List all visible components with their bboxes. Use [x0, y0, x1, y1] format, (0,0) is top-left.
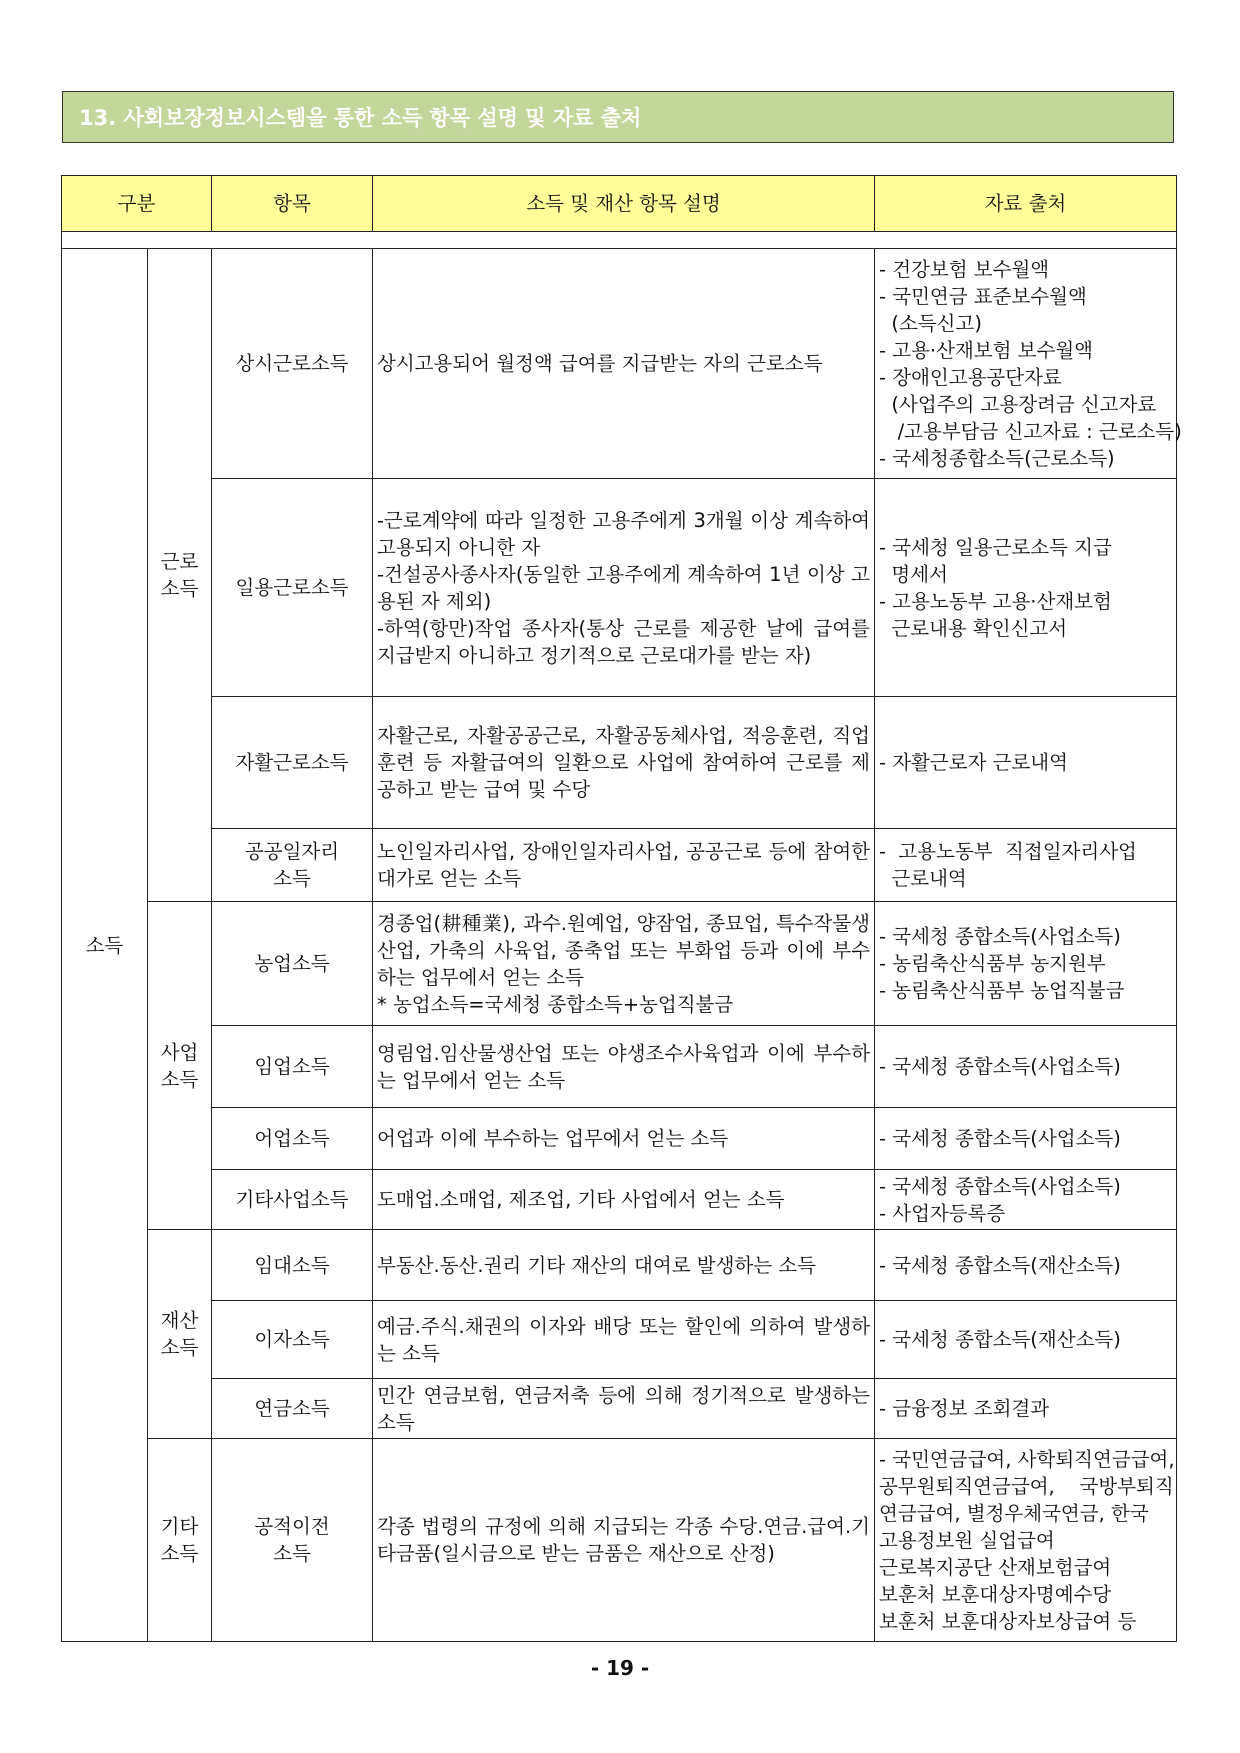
item-cell: 공적이전 소득	[212, 1439, 373, 1642]
table-row	[62, 1439, 1177, 1642]
item-cell: 연금소득	[212, 1379, 373, 1439]
source-line: - 자활근로자 근로내역	[879, 751, 1068, 774]
source-line: - 국민연금급여, 사학퇴직연금급여,	[879, 1447, 1175, 1471]
item-cell: 자활근로소득	[212, 697, 373, 829]
desc-cell: 자활근로, 자활공공근로, 자활공동체사업, 적응훈련, 직업훈련 등 자활급여의 일환으로 사업에 참여하여 근로를 제공하고 받는 급여 및 수당	[373, 697, 875, 829]
source-cell	[875, 902, 1177, 1026]
category-income: 소득	[62, 249, 148, 1642]
source-cell	[875, 697, 1177, 829]
desc-cell: 민간 연금보험, 연금저축 등에 의해 정기적으로 발생하는 소득	[373, 1379, 875, 1439]
desc-line: -하역(항만)작업 종사자(통상 근로를 제공한 날에 급여를 지급받지 아니하고 정기적으로 근로대가를 받는 자)	[377, 616, 870, 667]
item-cell: 임대소득	[212, 1230, 373, 1301]
group-other: 기타 소득	[148, 1439, 212, 1642]
page-number: - 19 -	[590, 1656, 650, 1680]
group-business: 사업 소득	[148, 902, 212, 1230]
header-source: 자료 출처	[875, 176, 1177, 232]
source-line: - 국세청 종합소득(재산소득)	[879, 1328, 1121, 1351]
group-labor: 근로 소득	[148, 249, 212, 902]
table-row	[62, 249, 1177, 479]
source-line: - 국세청 종합소득(사업소득)	[879, 925, 1121, 948]
source-cell	[875, 1026, 1177, 1108]
group-property: 재산 소득	[148, 1230, 212, 1439]
source-line: /고용부담금 신고자료 : 근로소득)	[879, 419, 1182, 443]
source-line: - 농림축산식품부 농업직불금	[879, 979, 1125, 1002]
source-line: - 농림축산식품부 농지원부	[879, 952, 1106, 975]
income-source-table	[61, 175, 1182, 1642]
source-cell	[875, 1439, 1177, 1642]
source-line: - 사업자등록증	[879, 1201, 1006, 1225]
section-title: 13. 사회보장정보시스템을 통한 소득 항목 설명 및 자료 출처	[62, 91, 1174, 143]
source-line: - 장애인고용공단자료	[879, 365, 1062, 389]
spacer-row	[62, 232, 1177, 249]
table-header-row	[62, 176, 1177, 232]
source-cell	[875, 1379, 1177, 1439]
desc-line: -건설공사종사자(동일한 고용주에게 계속하여 1년 이상 고용된 자 제외)	[377, 562, 870, 613]
source-line: - 국민연금 표준보수월액	[879, 284, 1087, 308]
source-line: - 건강보험 보수월액	[879, 257, 1050, 281]
desc-cell: 상시고용되어 월정액 급여를 지급받는 자의 근로소득	[373, 249, 875, 479]
source-line: (사업주의 고용장려금 신고자료	[879, 392, 1157, 416]
source-line: 보훈처 보훈대상자명예수당	[879, 1582, 1112, 1606]
item-cell: 어업소득	[212, 1108, 373, 1170]
item-cell: 공공일자리 소득	[212, 829, 373, 902]
source-line: - 고용노동부 고용·산재보험	[879, 589, 1112, 613]
desc-cell: 도매업.소매업, 제조업, 기타 사업에서 얻는 소득	[373, 1170, 875, 1230]
desc-cell: 예금.주식.채권의 이자와 배당 또는 할인에 의하여 발생하는 소득	[373, 1301, 875, 1379]
source-cell	[875, 829, 1177, 902]
source-line: - 금융정보 조회결과	[879, 1397, 1050, 1420]
desc-cell: 어업과 이에 부수하는 업무에서 얻는 소득	[373, 1108, 875, 1170]
source-cell	[875, 1301, 1177, 1379]
source-line: - 고용·산재보험 보수월액	[879, 338, 1094, 362]
source-line: 근로내용 확인신고서	[879, 616, 1068, 640]
desc-cell: 영림업.임산물생산업 또는 야생조수사육업과 이에 부수하는 업무에서 얻는 소득	[373, 1026, 875, 1108]
source-cell	[875, 1108, 1177, 1170]
item-cell: 농업소득	[212, 902, 373, 1026]
source-line: - 국세청 종합소득(사업소득)	[879, 1174, 1121, 1198]
table-row	[62, 479, 1177, 697]
item-cell: 이자소득	[212, 1301, 373, 1379]
table-row	[62, 902, 1177, 1026]
source-line: 고용정보원 실업급여	[879, 1528, 1055, 1552]
desc-line: * 농업소득=국세청 종합소득+농업직불금	[377, 992, 734, 1016]
desc-cell	[373, 479, 875, 697]
source-cell	[875, 249, 1182, 479]
source-line: 연금급여, 별정우체국연금, 한국	[879, 1501, 1149, 1525]
table-row	[62, 1108, 1177, 1170]
source-line: - 국세청종합소득(근로소득)	[879, 446, 1115, 470]
header-description: 소득 및 재산 항목 설명	[373, 176, 875, 232]
item-cell: 상시근로소득	[212, 249, 373, 479]
source-line: 명세서	[879, 562, 948, 586]
desc-line: -근로계약에 따라 일정한 고용주에게 3개월 이상 계속하여 고용되지 아니한 자	[377, 508, 870, 559]
source-line: - 국세청 종합소득(사업소득)	[879, 1127, 1121, 1150]
table-row	[62, 1170, 1177, 1230]
source-line: 공무원퇴직연금급여, 국방부퇴직	[879, 1474, 1174, 1498]
source-line: - 국세청 일용근로소득 지급	[879, 535, 1112, 559]
desc-cell: 각종 법령의 규정에 의해 지급되는 각종 수당.연금.급여.기타금품(일시금으로 받는 금품은 재산으로 산정)	[373, 1439, 875, 1642]
source-line: - 고용노동부 직접일자리사업	[879, 840, 1137, 863]
source-cell	[875, 479, 1177, 697]
source-line: 보훈처 보훈대상자보상급여 등	[879, 1609, 1137, 1633]
table-row	[62, 697, 1177, 829]
table-row	[62, 829, 1177, 902]
source-line: (소득신고)	[879, 311, 982, 335]
table-row	[62, 1230, 1177, 1301]
item-cell: 임업소득	[212, 1026, 373, 1108]
desc-line: 경종업(耕種業), 과수.원예업, 양잠업, 종묘업, 특수작물생산업, 가축의 사육업, 종축업 또는 부화업 등과 이에 부수하는 업무에서 얻는 소득	[377, 911, 870, 989]
header-item: 항목	[212, 176, 373, 232]
item-cell: 기타사업소득	[212, 1170, 373, 1230]
desc-cell	[373, 902, 875, 1026]
source-line: - 국세청 종합소득(사업소득)	[879, 1055, 1121, 1078]
source-line: 근로내역	[879, 867, 967, 890]
header-category: 구분	[62, 176, 212, 232]
source-line: 근로복지공단 산재보험급여	[879, 1555, 1112, 1579]
source-cell	[875, 1170, 1177, 1230]
desc-cell: 노인일자리사업, 장애인일자리사업, 공공근로 등에 참여한 대가로 얻는 소득	[373, 829, 875, 902]
source-cell	[875, 1230, 1177, 1301]
table-row	[62, 1379, 1177, 1439]
item-cell: 일용근로소득	[212, 479, 373, 697]
source-line: - 국세청 종합소득(재산소득)	[879, 1253, 1121, 1277]
desc-cell: 부동산.동산.권리 기타 재산의 대여로 발생하는 소득	[373, 1230, 875, 1301]
table-row	[62, 1301, 1177, 1379]
table-row	[62, 1026, 1177, 1108]
